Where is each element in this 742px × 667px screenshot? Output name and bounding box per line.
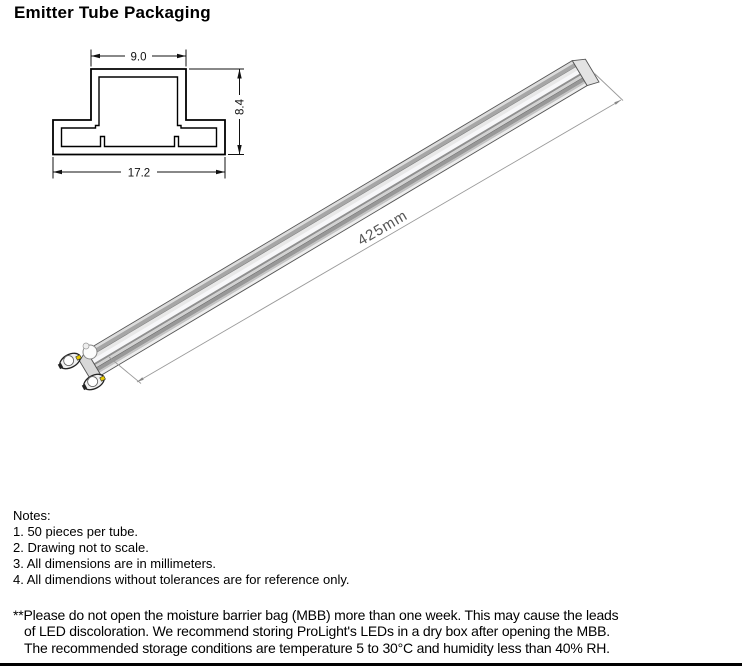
notes-section — [13, 508, 350, 588]
dim-label-tube-length: 425mm — [354, 206, 411, 250]
led-emitter-1 — [56, 350, 83, 373]
warning-line: The recommended storage conditions are temperature 5 to 30°C and humidity less than 40% RH. — [24, 639, 610, 656]
dim-label-top-width: 9.0 — [130, 51, 147, 64]
notes-heading: Notes: — [13, 508, 51, 523]
page-bottom-rule — [0, 663, 742, 666]
profile-inner-outline — [62, 77, 217, 147]
note-item: 4. All dimendions without tolerances are for reference only. — [13, 572, 350, 587]
note-item: 2. Drawing not to scale. — [13, 540, 149, 555]
warning-section — [13, 607, 618, 656]
dim-label-height: 8.4 — [234, 99, 247, 115]
note-item: 3. All dimensions are in millimeters. — [13, 556, 217, 571]
page-title: Emitter Tube Packaging — [14, 3, 211, 22]
dim-label-bottom-width: 17.2 — [127, 167, 151, 180]
warning-line: **Please do not open the moisture barrier bag (MBB) more than one week. This may cause the leads — [13, 607, 619, 623]
note-item: 1. 50 pieces per tube. — [13, 524, 139, 539]
cross-section-view — [53, 50, 247, 180]
tube-end-lens-highlight — [83, 343, 89, 349]
warning-line: of LED discoloration. We recommend storing ProLight's LEDs in a dry box after opening the MBB. — [24, 623, 610, 640]
